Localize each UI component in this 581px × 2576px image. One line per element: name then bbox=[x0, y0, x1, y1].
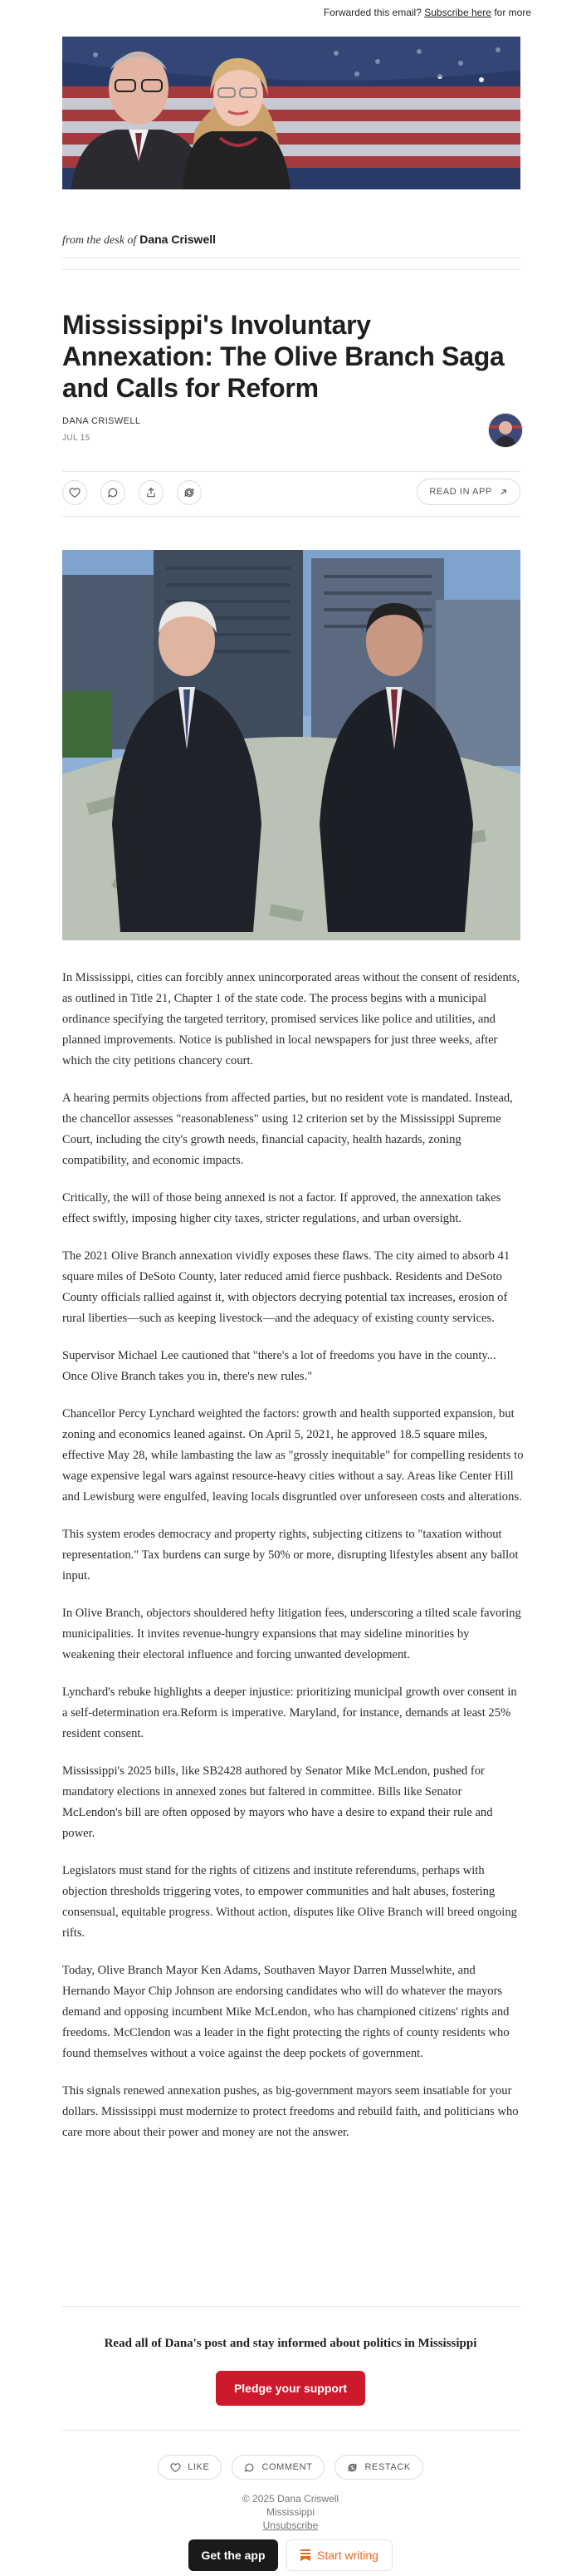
read-in-app-label: READ IN APP bbox=[429, 487, 492, 497]
support-callout-text: Read all of Dana's post and stay informed about politics in Mississippi bbox=[104, 2337, 477, 2350]
body-paragraph: Today, Olive Branch Mayor Ken Adams, Southaven Mayor Darren Musselwhite, and Hernando Mayor Chip Johnson are endorsing candidates who will do whatever the mayors demand and opposing incumbent Mike McLendon, who has championed citizens' rights and freedoms. McClendon was a leader in the fight protecting the rights of county residents who found themselves without a voice against the deep pockets of government. bbox=[62, 1964, 510, 2060]
header-banner-image bbox=[62, 37, 520, 189]
support-callout bbox=[0, 2337, 581, 2406]
get-the-app-button[interactable]: Get the app bbox=[188, 2539, 278, 2571]
post-date: JUL 15 bbox=[62, 434, 90, 443]
pledge-support-button[interactable]: Pledge your support bbox=[216, 2371, 365, 2406]
restack-icon bbox=[347, 2462, 358, 2473]
substack-logo-icon bbox=[300, 2549, 310, 2561]
desk-from: from the desk of bbox=[62, 234, 137, 247]
read-in-app-button[interactable] bbox=[417, 478, 520, 505]
body-paragraph: This system erodes democracy and property rights, subjecting citizens to "taxation without representation." Tax burdens can surge by 50% or more, disrupting lifestyles absent any ballot input. bbox=[62, 1528, 519, 1582]
body-paragraph: The 2021 Olive Branch annexation vividly exposes these flaws. The city aimed to absorb 41 square miles of DeSoto County, later reduced amid fierce pushback. Residents and DeSoto County officials rallied against it, with objectors decrying potential tax increases, erosion of rural liberties—such as keeping livestock—and the adequacy of existing county services. bbox=[62, 1249, 510, 1325]
footer-restack-label: RESTACK bbox=[364, 2462, 411, 2472]
restack-button[interactable] bbox=[177, 480, 202, 505]
footer-actions bbox=[0, 2455, 581, 2480]
body-paragraph: A hearing permits objections from affected parties, but no resident vote is mandated. Instead, the chancellor assesses "reasonableness" using 12 criterion set by the Mississippi Supreme Court, including the city's growth needs, financial capacity, health hazards, zoning compatibility, and economic impacts. bbox=[62, 1092, 513, 1167]
article-body bbox=[62, 968, 524, 2160]
subscribe-link[interactable]: Subscribe here bbox=[424, 7, 491, 18]
body-paragraph: Legislators must stand for the rights of citizens and institute referendums, perhaps with objection thresholds triggering votes, to empower communities and halt abuses, fostering consensual, equitable progress. Without action, disputes like Olive Branch will breed ongoing rifts. bbox=[62, 1864, 517, 1940]
location-text: Mississippi bbox=[266, 2506, 315, 2518]
comment-button[interactable] bbox=[100, 480, 125, 505]
body-paragraph: Mississippi's 2025 bills, like SB2428 authored by Senator Mike McLendon, pushed for mandatory elections in annexed zones but faltered in committee. Bills like Senator McLendon's bill are often opposed by mayors who have a desire to expand their rule and power. bbox=[62, 1764, 493, 1840]
share-icon bbox=[145, 487, 157, 498]
like-button[interactable] bbox=[62, 480, 87, 505]
arrow-up-right-icon bbox=[499, 488, 508, 497]
body-paragraph: Supervisor Michael Lee cautioned that "there's a lot of freedoms you have in the county... Once Olive Branch takes you in, there's new rules." bbox=[62, 1349, 496, 1383]
author-avatar[interactable] bbox=[488, 413, 523, 448]
forward-suffix: for more bbox=[494, 7, 531, 18]
forward-note bbox=[324, 7, 531, 18]
post-title[interactable]: Mississippi's Involuntary Annexation: The Olive Branch Saga and Calls for Reform bbox=[62, 310, 505, 403]
footer-comment-label: COMMENT bbox=[261, 2462, 313, 2472]
heart-icon bbox=[170, 2462, 181, 2473]
divider bbox=[62, 471, 520, 472]
forward-prefix: Forwarded this email? bbox=[323, 7, 422, 18]
desk-byline bbox=[62, 233, 216, 248]
body-paragraph: Lynchard's rebuke highlights a deeper injustice: prioritizing municipal growth over consent in a self-determination era.Reform is imperative. Maryland, for instance, demands at least 25% resident consent. bbox=[62, 1685, 517, 1740]
body-paragraph: This signals renewed annexation pushes, as big-government mayors seem insatiable for your dollars. Mississippi must modernize to protect freedoms and rebuild faith, and politicians who care more about their power and money are not the answer. bbox=[62, 2084, 519, 2139]
body-paragraph: Critically, the will of those being annexed is not a factor. If approved, the annexation takes effect swiftly, imposing higher city taxes, stricter regulations, and urban oversight. bbox=[62, 1191, 501, 1225]
body-paragraph: In Mississippi, cities can forcibly annex unincorporated areas without the consent of residents, as outlined in Title 21, Chapter 1 of the state code. The process begins with a municipal ordinance specifying the targeted territory, promised services like police and utilities, and planned improvements. Notice is published in local newspapers for just three weeks, after which the city petitions chancery court. bbox=[62, 971, 520, 1067]
footer-like-button[interactable] bbox=[158, 2455, 222, 2480]
divider bbox=[62, 516, 520, 517]
unsubscribe-link[interactable]: Unsubscribe bbox=[262, 2520, 319, 2531]
divider bbox=[62, 269, 520, 270]
post-actions-bar bbox=[62, 475, 520, 512]
body-paragraph: Chancellor Percy Lynchard weighted the factors: growth and health supported expansion, but zoning and economics leaned against. On April 5, 2021, he approved 18.5 square miles, effective May 28, while lambasting the law as "grossly inequitable" for compelling residents to wage expensive legal wars against resource-heavy cities without a say. Areas like Center Hill and Lewisburg were engulfed, leaving locals disgruntled over unforeseen costs and alterations. bbox=[62, 1407, 524, 1504]
divider bbox=[62, 2306, 520, 2307]
comment-icon bbox=[244, 2462, 255, 2473]
footer-like-label: LIKE bbox=[188, 2462, 210, 2472]
restack-icon bbox=[183, 487, 195, 498]
start-writing-label: Start writing bbox=[317, 2549, 378, 2562]
body-paragraph: In Olive Branch, objectors shouldered hefty litigation fees, underscoring a tilted scale favoring municipalities. It invites revenue-hungry expansions that may sideline minorities by weakening their electoral influence and forcing unwanted development. bbox=[62, 1607, 521, 1661]
footer-comment-button[interactable] bbox=[232, 2455, 325, 2480]
desk-name: Dana Criswell bbox=[139, 233, 217, 246]
footer-restack-button[interactable] bbox=[334, 2455, 422, 2480]
post-author[interactable]: DANA CRISWELL bbox=[62, 416, 141, 426]
article-image[interactable] bbox=[62, 550, 520, 940]
copyright-text: © 2025 Dana Criswell bbox=[242, 2493, 339, 2505]
share-button[interactable] bbox=[139, 480, 164, 505]
start-writing-button[interactable] bbox=[286, 2539, 393, 2571]
app-buttons bbox=[0, 2539, 581, 2571]
heart-icon bbox=[69, 487, 81, 498]
divider bbox=[62, 2430, 520, 2431]
footer-info bbox=[0, 2492, 581, 2532]
comment-icon bbox=[107, 487, 119, 498]
